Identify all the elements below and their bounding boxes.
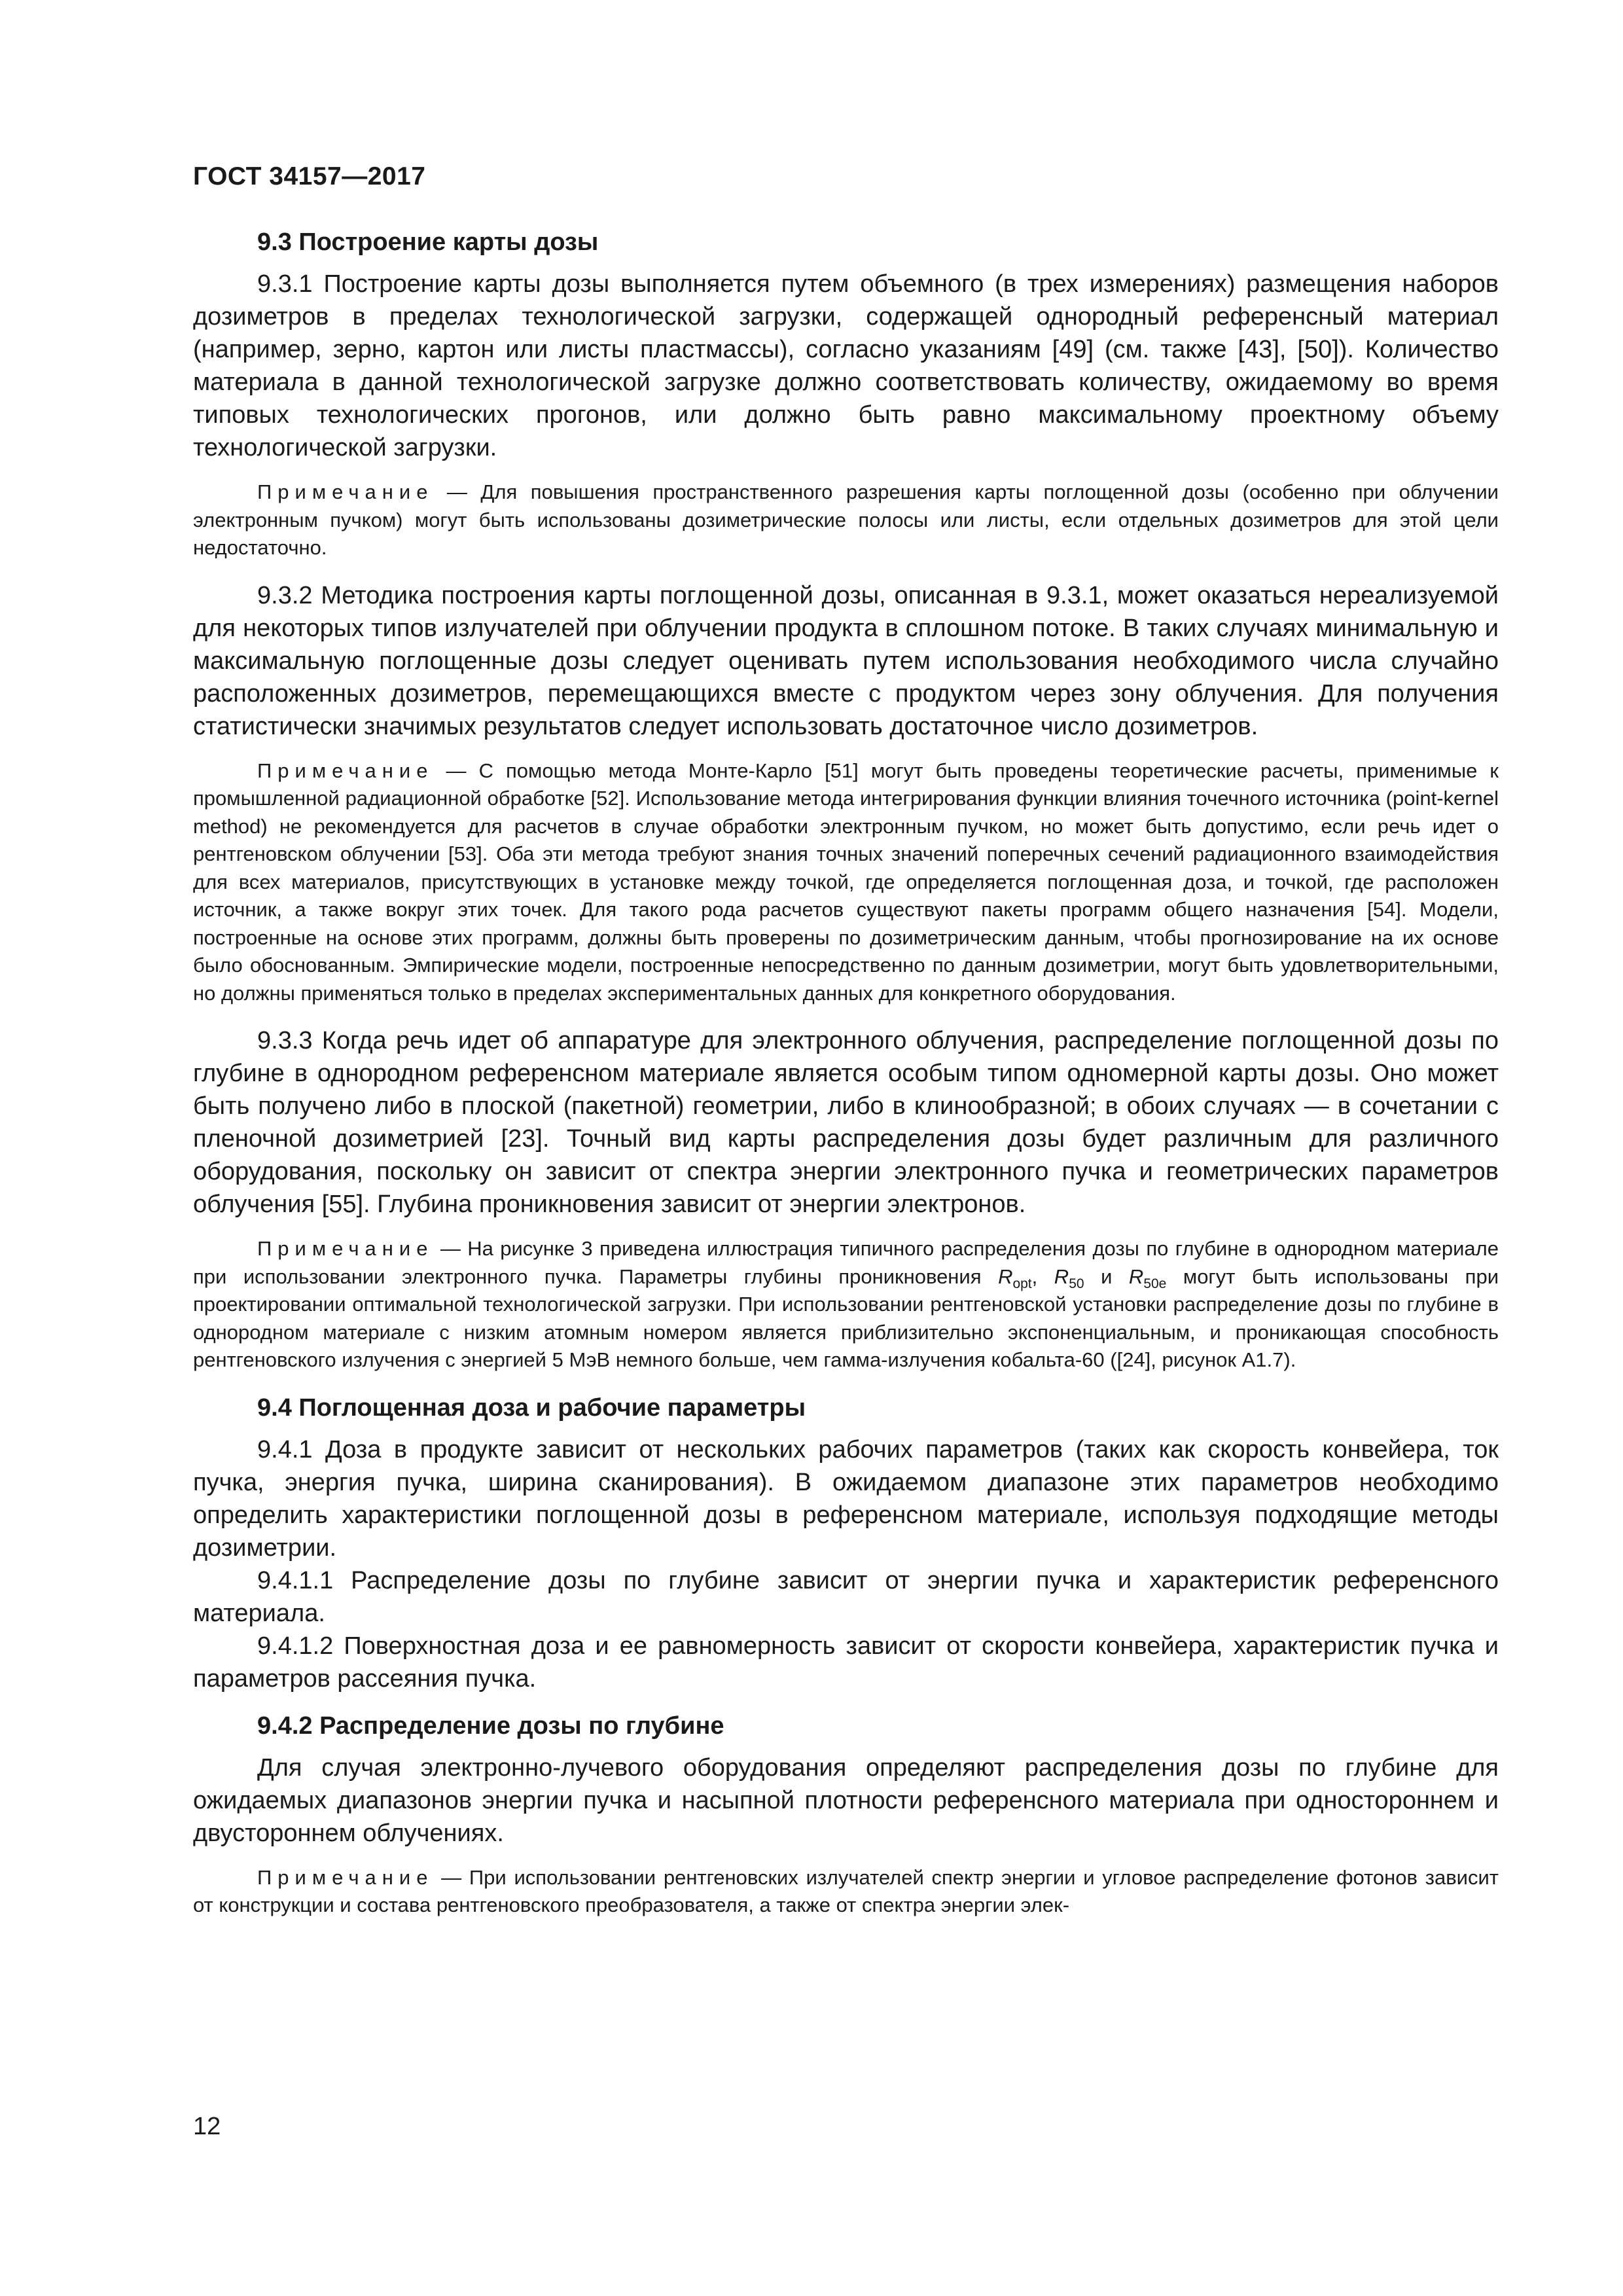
note-label: Примечание [257,759,434,782]
paragraph-9-4-1-1: 9.4.1.1 Распределение дозы по глубине зависит от энергии пучка и характеристик референсного материала. [193,1566,1499,1627]
section-9-4-heading: 9.4 Поглощенная доза и рабочие параметры [257,1393,806,1422]
note-label: Примечание [257,1865,434,1889]
note-text-b: могут быть использованы при проектировании оптимальной технологической загрузки. При использовании рентгеновской установки распределение дозы по глубине в однородном материале с низким атомным номером является приблизительно экспоненциальным, и проникающая способность рентгеновского излучения с энергией 5 МэВ немного больше, чем гамма-излучения кобальта-60 ([24], рисунок А1.7). [193,1265,1499,1371]
note-9-3-2 [193,757,1499,1008]
paragraph-9-4-1-2: 9.4.1.2 Поверхностная доза и ее равномерность зависит от скорости конвейера, характеристик пучка и параметров рассеяния пучка. [193,1632,1499,1693]
page-number: 12 [193,2113,221,2140]
r-50-subscript: 50 [1069,1276,1084,1291]
r-symbol: R [1128,1265,1144,1288]
paragraph-9-3-3: 9.3.3 Когда речь идет об аппаратуре для электронного облучения, распределение поглощенной дозы по глубине в однородном референсном материале является особым типом одномерной карты дозы. Оно может быть получено либо в плоской (пакетной) геометрии, либо в клинообразной; в обоих случаях — в сочетании с пленочной дозиметрией [23]. Точный вид карты распределения дозы будет различным для различного оборудования, поскольку он зависит от спектра энергии электронного пучка и геометрических параметров облучения [55]. Глубина проникновения зависит от энергии электронов. [193,1027,1499,1218]
r-symbol: R [1054,1265,1069,1288]
paragraph-9-3-1: 9.3.1 Построение карты дозы выполняется путем объемного (в трех измерениях) размещения наборов дозиметров в пределах технологической загрузки, содержащей однородный референсный материал (например, зерно, картон или листы пластмассы), согласно указаниям [49] (см. также [43], [50]). Количество материала в данной технологической загрузке должно соответствовать количеству, ожидаемому во время типовых технологических прогонов, или должно быть равно максимальному проектному объему технологической загрузки. [193,270,1499,461]
note-9-3-3: Примечание — На рисунке 3 приведена иллюстрация типичного распределения дозы по глубине в однородном материале при использовании электронного пучка. Параметры глубины проникновения $R_{opt}$, $R_{50}$ и $R_{50e}$ могут быть использованы при проектировании оптимальной технологической загрузки. При использовании рентгеновской установки распределение дозы по глубине в однородном материале с низким атомным номером является приблизительно экспоненциальным, и проникающая способность рентгеновского излучения с энергией 5 МэВ немного больше, чем гамма-излучения кобальта-60 ([24], рисунок А1.7). [193,1237,1499,1371]
note-label: Примечание [257,1237,434,1260]
note-9-4-2 [193,1864,1499,1920]
paragraph-9-4-2: Для случая электронно-лучевого оборудования определяют распределения дозы по глубине для ожидаемых диапазонов энергии пучка и насыпной плотности референсного материала при одностороннем и двустороннем облучениях. [193,1753,1499,1847]
paragraph-9-3-2: 9.3.2 Методика построения карты поглощенной дозы, описанная в 9.3.1, может оказаться нереализуемой для некоторых типов излучателей при облучении продукта в сплошном потоке. В таких случаях минимальную и максимальную поглощенные дозы следует оценивать путем использования необходимого числа случайно расположенных дозиметров, перемещающихся вместе с продуктом через зону облучения. Для получения статистически значимых результатов следует использовать достаточное число дозиметров. [193,581,1499,740]
note-text-a: — На рисунке 3 приведена иллюстрация типичного распределения дозы по глубине в однородном материале при использовании электронного пучка. Параметры глубины проникновения [193,1237,1499,1288]
note-text: — Для повышения пространственного разрешения карты поглощенной дозы (особенно при облучении электронным пучком) могут быть использованы дозиметрические полосы или листы, если отдельных дозиметров для этой цели недостаточно. [193,480,1499,559]
note-text: — С помощью метода Монте-Карло [51] могут быть проведены теоретические расчеты, применимые к промышленной радиационной обработке [52]. Использование метода интегрирования функции влияния точечного источника (point-kernel method) не рекомендуется для расчетов в случае обработки электронным пучком, но может быть допустимо, если речь идет о рентгеновском облучении [53]. Оба эти метода требуют знания точных значений поперечных сечений радиационного взаимодействия для всех материалов, присутствующих в установке между точкой, где определяется поглощенная доза, и точкой, где расположен источник, а также вокруг этих точек. Для такого рода расчетов существуют пакеты программ общего назначения [54]. Модели, построенные на основе этих программ, должны быть проверены по дозиметрическим данным, чтобы прогнозирование на их основе было обоснованным. Эмпирические модели, построенные непосредственно по данным дозиметрии, могут быть удовлетворительными, но должны применяться только в пределах экспериментальных данных для конкретного оборудования. [193,759,1499,1005]
note-label: Примечание [257,480,434,503]
r-symbol: R [998,1265,1013,1288]
and-word: и [1084,1265,1129,1288]
document-header: ГОСТ 34157—2017 [193,162,426,190]
note-9-3-1 [193,478,1499,562]
r-opt-subscript: opt [1012,1276,1032,1291]
section-9-3-heading: 9.3 Построение карты дозы [257,228,599,256]
section-9-4-2-heading: 9.4.2 Распределение дозы по глубине [257,1712,724,1740]
note-text: — При использовании рентгеновских излучателей спектр энергии и угловое распределение фотонов зависит от конструкции и состава рентгеновского преобразователя, а также от спектра энергии элек- [193,1865,1499,1916]
paragraph-9-4-1: 9.4.1 Доза в продукте зависит от нескольких рабочих параметров (таких как скорость конвейера, ток пучка, энергия пучка, ширина сканирования). В ожидаемом диапазоне этих параметров необходимо определить характеристики поглощенной дозы в референсном материале, используя подходящие методы дозиметрии. [193,1435,1499,1562]
document-body [193,226,1499,1937]
r-50e-subscript: 50e [1143,1276,1167,1291]
